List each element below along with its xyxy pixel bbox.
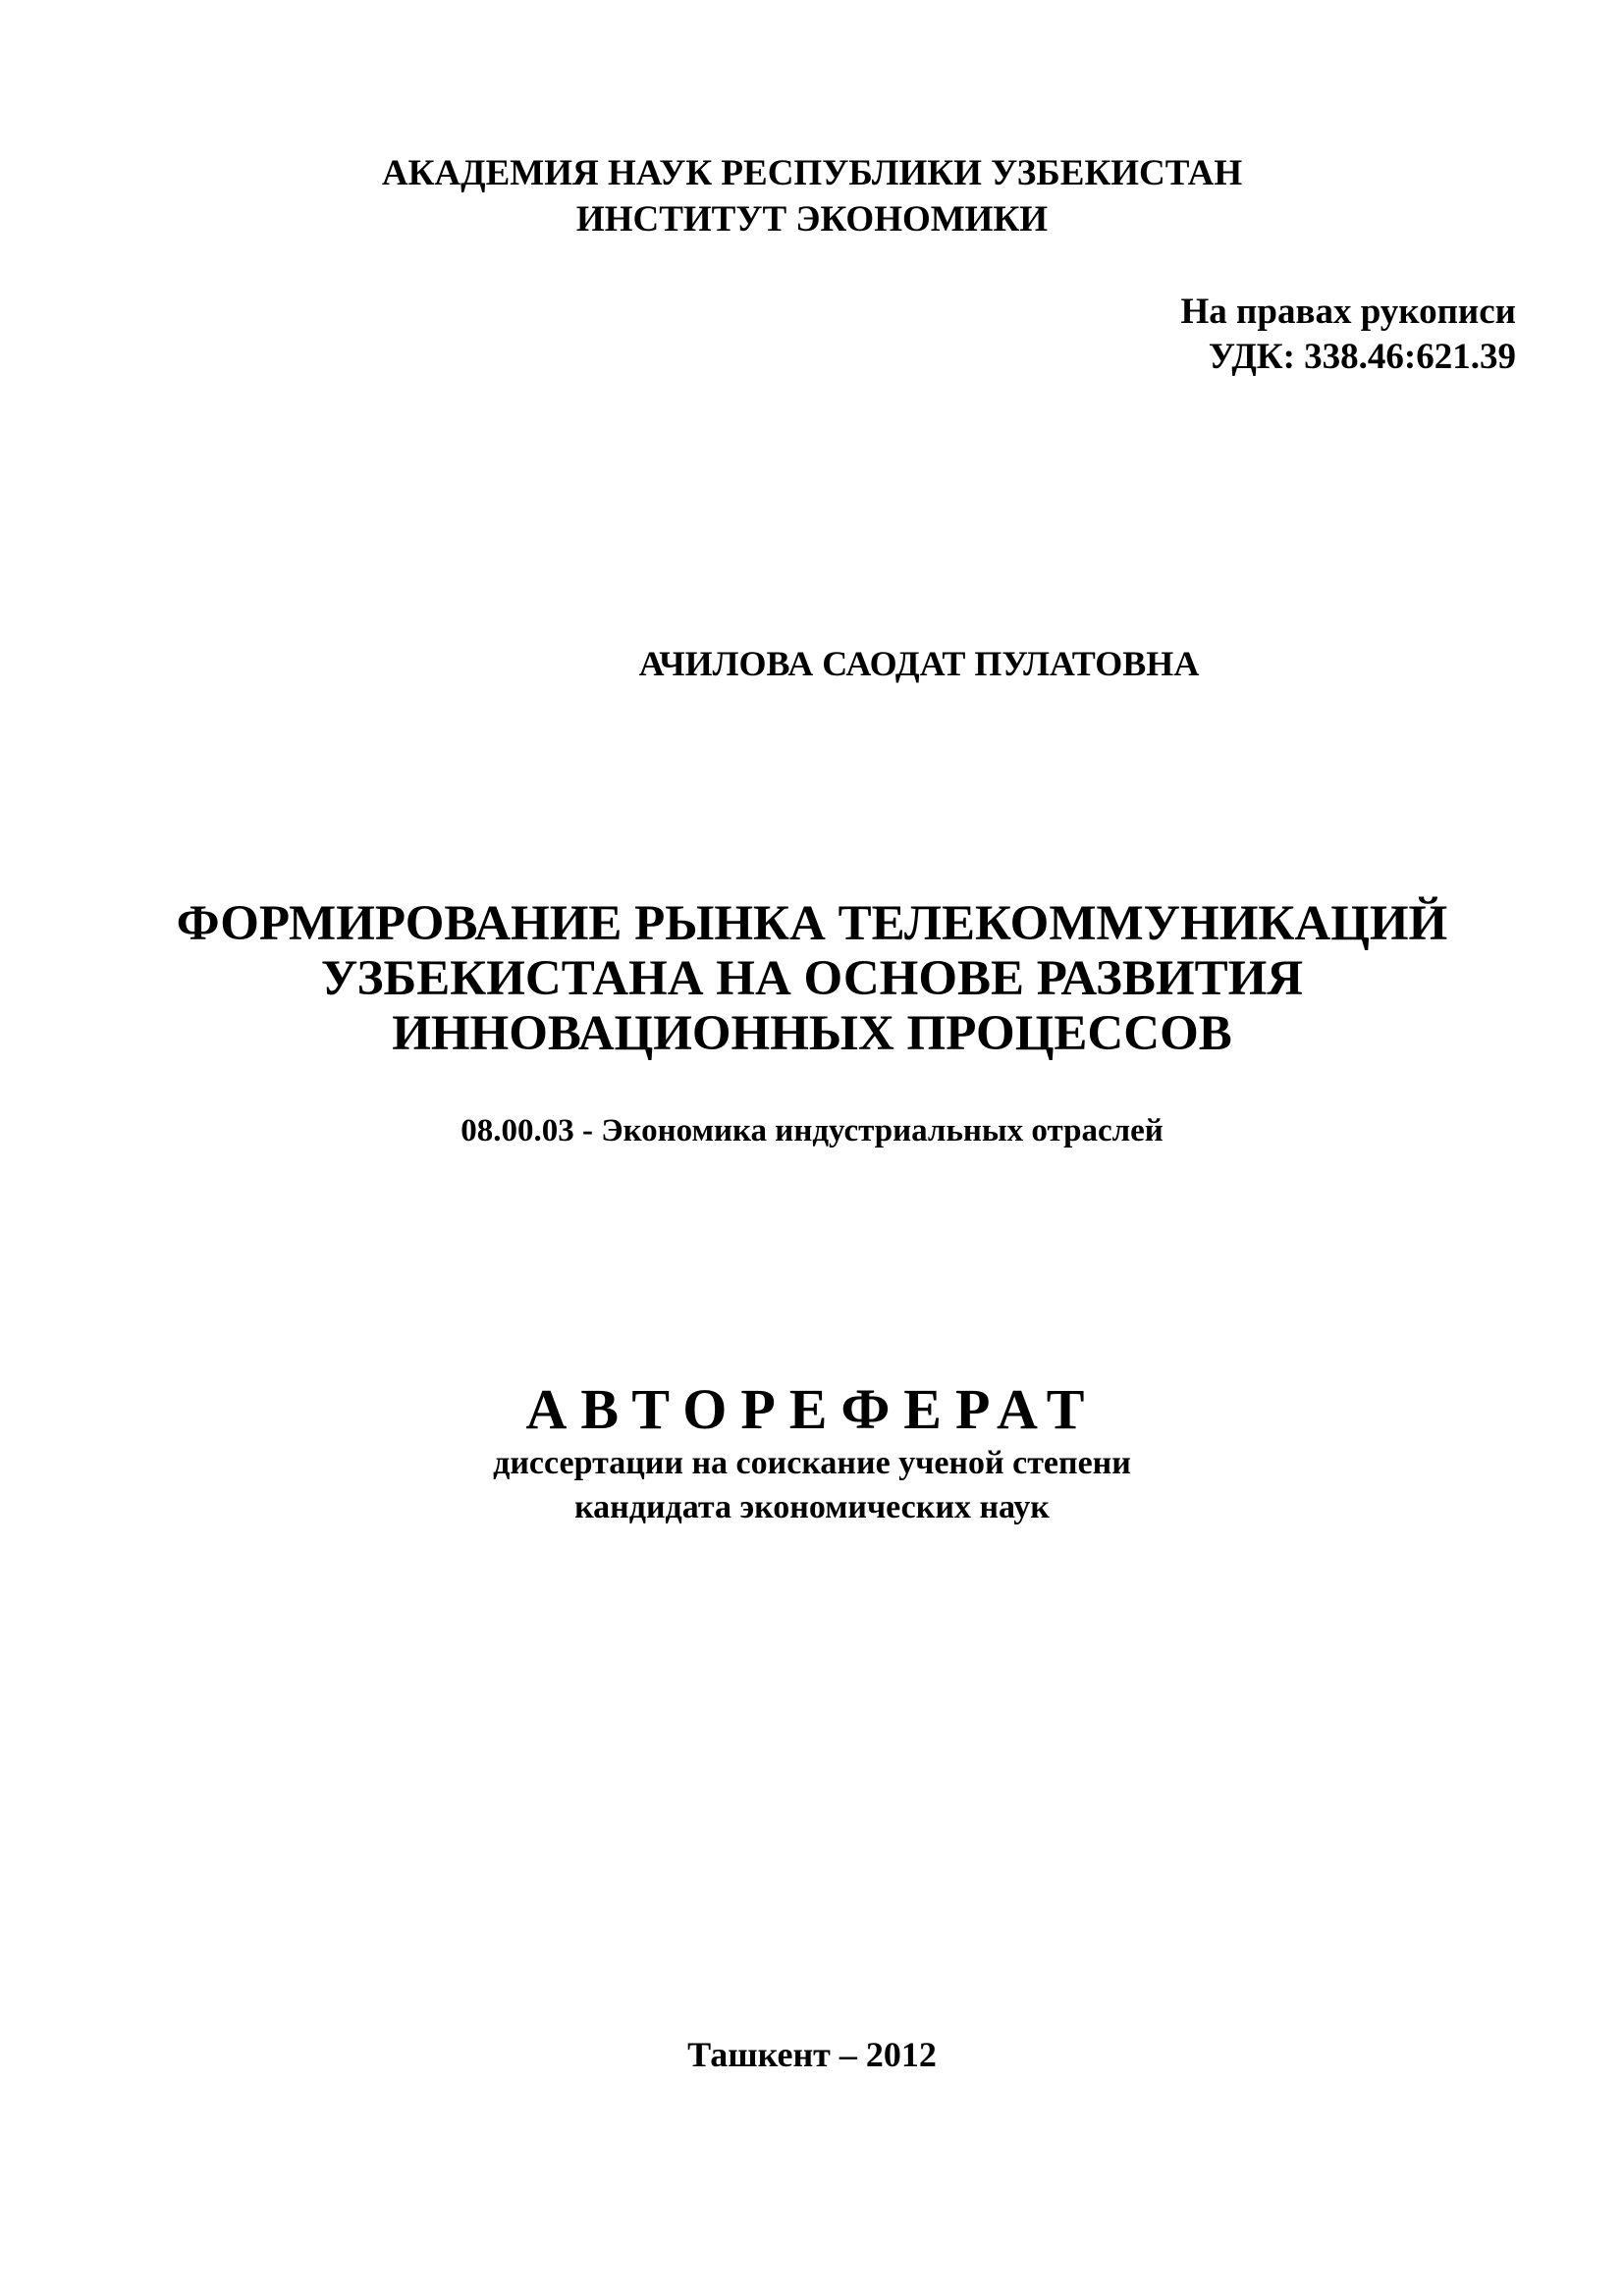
institute-heading: ИНСТИТУТ ЭКОНОМИКИ (575, 199, 1049, 240)
manuscript-rights-note: На правах рукописи (1180, 292, 1516, 332)
author-name: АЧИЛОВА САОДАТ ПУЛАТОВНА (638, 644, 1200, 683)
specialty-code: 08.00.03 - Экономика индустриальных отраслей (460, 1113, 1164, 1148)
dissertation-title-line-1: ФОРМИРОВАНИЕ РЫНКА ТЕЛЕКОММУНИКАЦИЙ (176, 896, 1448, 951)
city-year: Ташкент – 2012 (687, 2035, 937, 2074)
dissertation-title-line-2: УЗБЕКИСТАНА НА ОСНОВЕ РАЗВИТИЯ (320, 951, 1304, 1006)
dissertation-title-line-3: ИННОВАЦИОННЫХ ПРОЦЕССОВ (392, 1006, 1232, 1061)
academy-heading: АКАДЕМИЯ НАУК РЕСПУБЛИКИ УЗБЕКИСТАН (381, 153, 1243, 193)
udk-code: УДК: 338.46:621.39 (1208, 337, 1516, 377)
abstract-heading: АВТОРЕФЕРАТ (525, 1377, 1099, 1441)
abstract-description-line-1: диссертации на соискание ученой степени (493, 1445, 1131, 1481)
abstract-description-line-2: кандидата экономических наук (574, 1489, 1050, 1525)
